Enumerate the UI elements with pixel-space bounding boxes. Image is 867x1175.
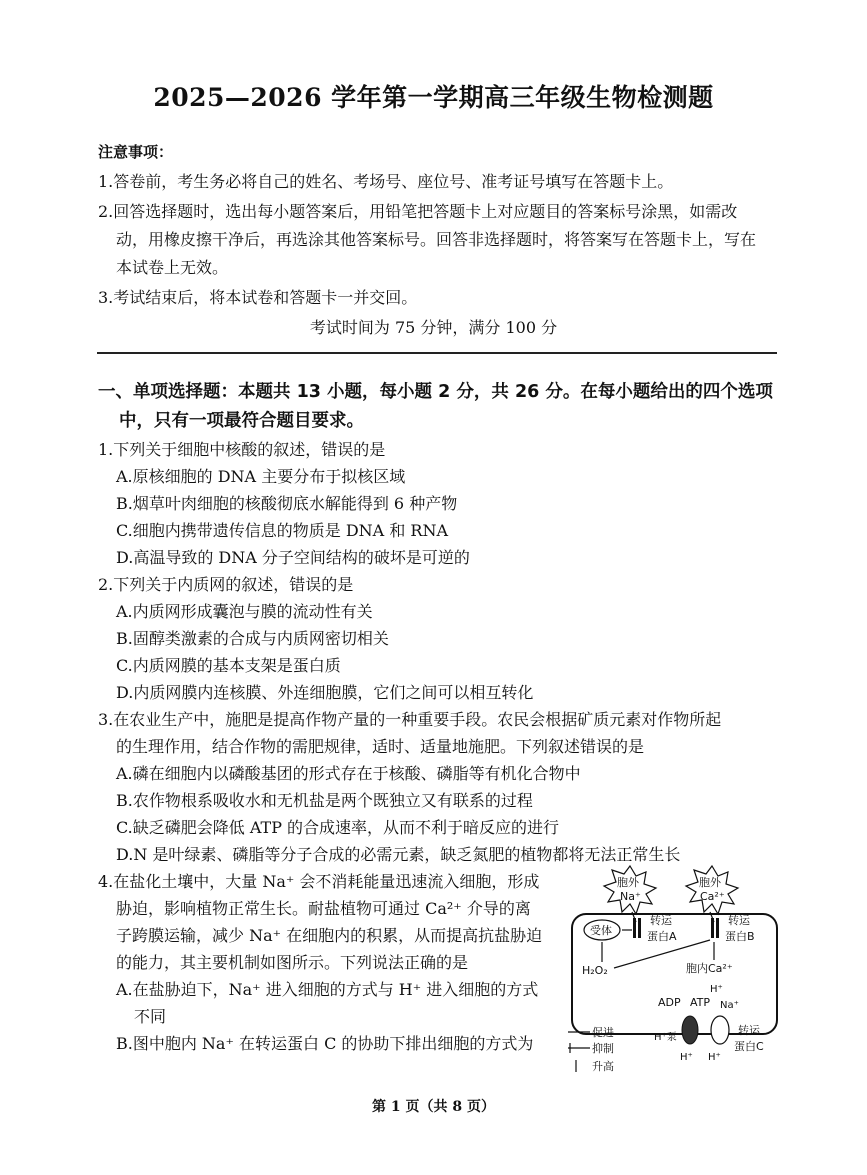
transporter-a-label: 转运 — [650, 914, 672, 927]
question-stem: 3.在农业生产中，施肥是提高作物产量的一种重要手段。农民会根据矿质元素对作物所起 — [98, 710, 722, 729]
question-option: B.固醇类激素的合成与内质网密切相关 — [116, 629, 389, 648]
legend-inhibit: 抑制 — [592, 1042, 614, 1055]
notice-heading: 注意事项： — [98, 143, 174, 161]
notice-item: 2.回答选择题时，选出每小题答案后，用铅笔把答题卡上对应题目的答案标号涂黑，如需改 — [98, 202, 738, 221]
question-stem: 胁迫，影响植物正常生长。耐盐植物可通过 Ca²⁺ 介导的离 — [116, 899, 531, 918]
atp-label: ATP — [690, 996, 711, 1009]
transporter-a — [638, 918, 641, 938]
transporter-c-label: 转运 — [738, 1024, 760, 1037]
section-heading: 中，只有一项最符合题目要求。 — [119, 411, 364, 431]
question-option: A.在盐胁迫下，Na⁺ 进入细胞的方式与 H⁺ 进入细胞的方式 — [116, 980, 539, 999]
transporter-b-label: 蛋白B — [725, 930, 755, 943]
question-option: D.N 是叶绿素、磷脂等分子合成的必需元素，缺乏氮肥的植物都将无法正常生长 — [116, 845, 681, 864]
h-pump — [682, 1016, 698, 1044]
question-stem: 子跨膜运输，减少 Na⁺ 在细胞内的积累，从而提高抗盐胁迫 — [116, 926, 543, 945]
legend-rise: 升高 — [592, 1060, 614, 1073]
question-option: A.内质网形成囊泡与膜的流动性有关 — [116, 602, 373, 621]
transporter-a-label: 蛋白A — [647, 930, 677, 943]
ca-ion-label: Ca²⁺ — [700, 890, 725, 903]
h-ion-label: H⁺ — [680, 1052, 693, 1063]
question-option: D.高温导致的 DNA 分子空间结构的破坏是可逆的 — [116, 548, 470, 567]
question-option: 不同 — [134, 1007, 167, 1026]
question-stem: 2.下列关于内质网的叙述，错误的是 — [98, 575, 354, 594]
h-pump-label: H⁺泵 — [654, 1032, 677, 1043]
inside-ca-label: 胞内Ca²⁺ — [686, 962, 733, 975]
outside-label: 胞外 — [699, 876, 721, 889]
divider — [97, 352, 777, 354]
question-option: C.内质网膜的基本支架是蛋白质 — [116, 656, 341, 675]
na-ion-label: Na⁺ — [620, 890, 641, 903]
page-title: 2025—2026 学年第一学期高三年级生物检测题 — [153, 83, 714, 112]
transporter-c — [711, 1016, 729, 1044]
notice-item: 1.答卷前，考生务必将自己的姓名、考场号、座位号、准考证号填写在答题卡上。 — [98, 172, 674, 191]
notice-item: 3.考试结束后，将本试卷和答题卡一并交回。 — [98, 288, 418, 307]
question-option: C.细胞内携带遗传信息的物质是 DNA 和 RNA — [116, 521, 449, 540]
question-stem: 的生理作用，结合作物的需肥规律，适时、适量地施肥。下列叙述错误的是 — [116, 737, 645, 756]
transporter-b — [716, 918, 719, 938]
question-option: A.磷在细胞内以磷酸基团的形式存在于核酸、磷脂等有机化合物中 — [116, 764, 581, 783]
question-option: C.缺乏磷肥会降低 ATP 的合成速率，从而不利于暗反应的进行 — [116, 818, 560, 837]
question-option: A.原核细胞的 DNA 主要分布于拟核区域 — [116, 467, 406, 486]
adp-label: ADP — [658, 996, 681, 1009]
question-option: B.烟草叶肉细胞的核酸彻底水解能得到 6 种产物 — [116, 494, 458, 513]
question-stem: 4.在盐化土壤中，大量 Na⁺ 会不消耗能量迅速流入细胞，形成 — [98, 872, 540, 891]
na-in-label: Na⁺ — [720, 1000, 739, 1011]
section-heading: 一、单项选择题：本题共 13 小题，每小题 2 分，共 26 分。在每小题给出的四个选项 — [98, 382, 773, 402]
legend-promote: 促进 — [592, 1026, 614, 1039]
question-option: D.内质网膜内连核膜、外连细胞膜，它们之间可以相互转化 — [116, 683, 534, 702]
exam-time: 考试时间为 75 分钟，满分 100 分 — [309, 318, 558, 337]
notice-item: 本试卷上无效。 — [116, 258, 229, 277]
question-stem: 的能力，其主要机制如图所示。下列说法正确的是 — [116, 953, 469, 972]
outside-label: 胞外 — [617, 876, 639, 889]
notice-item: 动，用橡皮擦干净后，再选涂其他答案标号。回答非选择题时，将答案写在答题卡上，写在 — [116, 230, 757, 249]
mechanism-diagram — [562, 862, 787, 1077]
page-footer: 第 1 页（共 8 页） — [372, 1099, 495, 1115]
transporter-b-label: 转运 — [728, 914, 750, 927]
h-ion-label: H⁺ — [710, 984, 723, 995]
question-stem: 1.下列关于细胞中核酸的叙述，错误的是 — [98, 440, 386, 459]
h2o2-label: H₂O₂ — [582, 964, 608, 977]
transporter-c-label: 蛋白C — [734, 1040, 764, 1053]
question-option: B.图中胞内 Na⁺ 在转运蛋白 C 的协助下排出细胞的方式为 — [116, 1034, 534, 1053]
h-ion-label: H⁺ — [708, 1052, 721, 1063]
question-option: B.农作物根系吸收水和无机盐是两个既独立又有联系的过程 — [116, 791, 533, 810]
receptor-label: 受体 — [590, 924, 612, 937]
